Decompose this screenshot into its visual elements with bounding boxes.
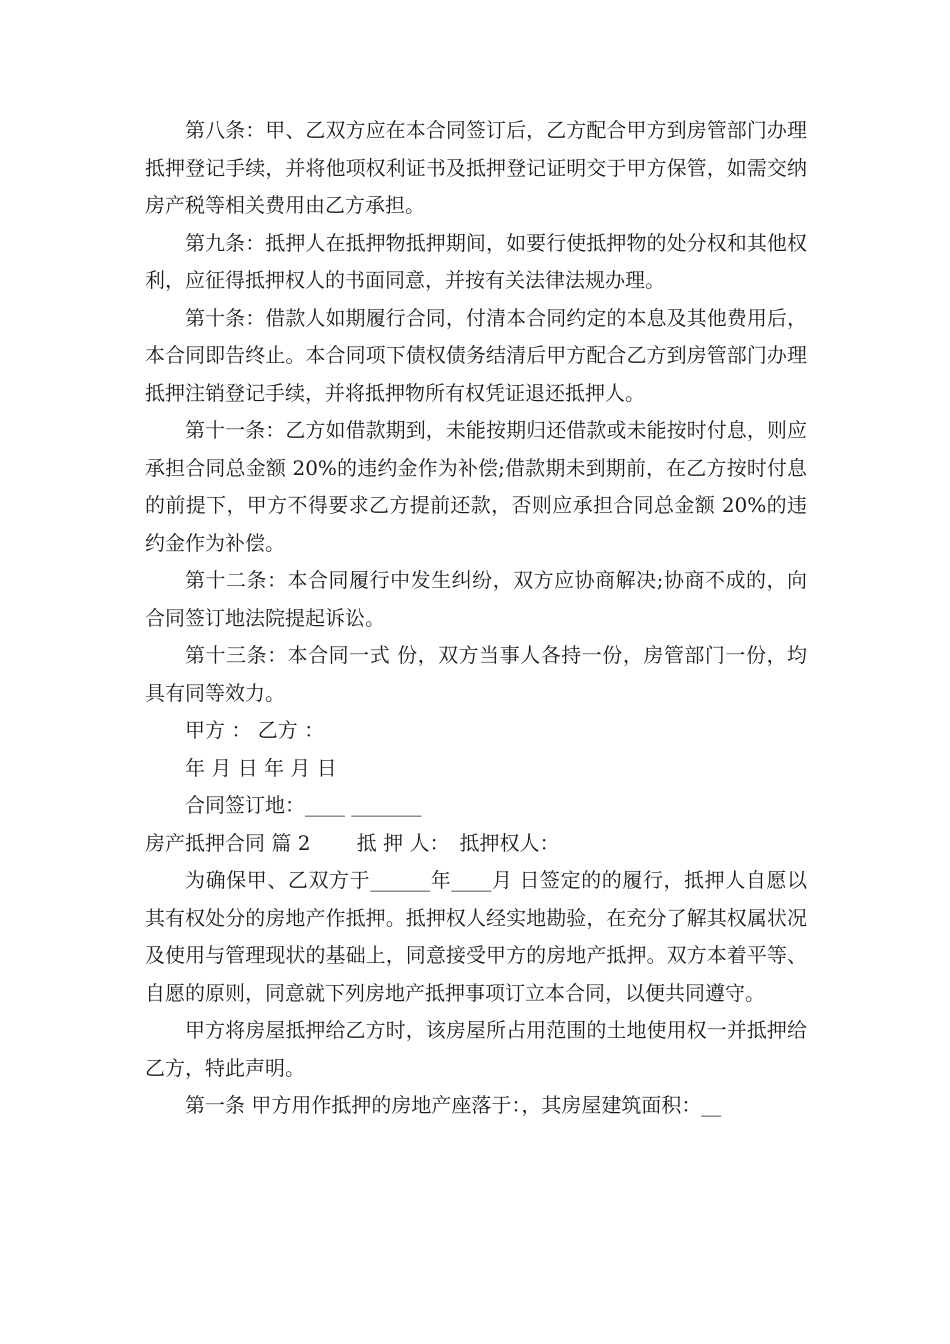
article-13-paragraph: 第十三条：本合同一式 份，双方当事人各持一份，房管部门一份，均具有同等效力。 [145, 643, 807, 705]
article-8-paragraph: 第八条：甲、乙双方应在本合同签订后，乙方配合甲方到房管部门办理抵押登记手续，并将他项权利证书及抵押登记证明交于甲方保管，如需交纳房产税等相关费用由乙方承担。 [145, 118, 807, 217]
article-10-paragraph: 第十条：借款人如期履行合同，付清本合同约定的本息及其他费用后，本合同即告终止。本合同项下债权债务结清后甲方配合乙方到房管部门办理抵押注销登记手续，并将抵押物所有权凭证退还抵押人。 [145, 305, 807, 405]
article-11-paragraph: 第十一条：乙方如借款期到，未能按期归还借款或未能按时付息，则应承担合同总金额 20%的违约金作为补偿;借款期未到期前，在乙方按时付息的前提下，甲方不得要求乙方提前还款，否则应承担合同总金额 20%的违约金作为补偿。 [145, 418, 807, 555]
land-statement-paragraph: 甲方将房屋抵押给乙方时，该房屋所占用范围的土地使用权一并抵押给乙方，特此声明。 [145, 1018, 807, 1080]
article-9-paragraph: 第九条：抵押人在抵押物抵押期间，如要行使抵押物的处分权和其他权利，应征得抵押权人的书面同意，并按有关法律法规办理。 [145, 230, 807, 292]
article-12-paragraph: 第十二条：本合同履行中发生纠纷，双方应协商解决;协商不成的，向合同签订地法院提起诉讼。 [145, 568, 807, 630]
document-body [145, 112, 807, 1125]
signing-place-line: 合同签订地：____ _______ [185, 793, 422, 817]
signature-parties-line: 甲方 ： 乙方 ： [185, 718, 325, 742]
preamble-paragraph: 为确保甲、乙双方于______年____月 日签定的的履行，抵押人自愿以其有权处分的房地产作抵押。抵押权人经实地勘验，在充分了解其权属状况及使用与管理现状的基础上，同意接受甲方的房地产抵押。双方本着平等、自愿的原则，同意就下列房地产抵押事项订立本合同，以便共同遵守。 [145, 868, 807, 1005]
signature-dates-line: 年 月 日 年 月 日 [185, 755, 337, 780]
article-1-paragraph: 第一条 甲方用作抵押的房地产座落于：，其房屋建筑面积：__ [185, 1093, 722, 1117]
contract-2-heading: 房产抵押合同 篇 2 抵 押 人： 抵押权人： [145, 830, 560, 855]
